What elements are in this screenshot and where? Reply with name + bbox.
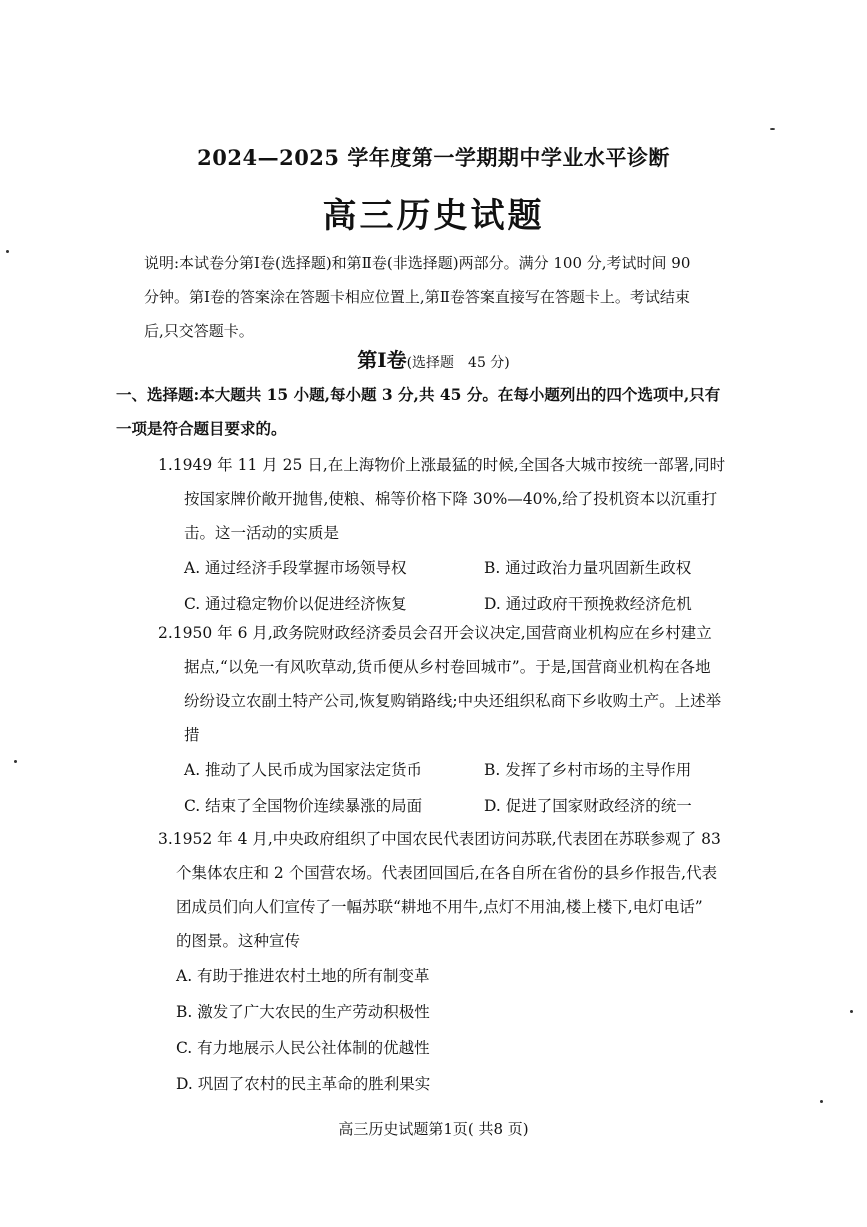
question-options xyxy=(158,752,808,824)
scan-speck xyxy=(14,760,17,763)
question-options xyxy=(158,958,808,1102)
instructions-line: 后,只交答题卡。 xyxy=(144,322,254,340)
instructions-line: 分钟。第Ⅰ卷的答案涂在答题卡相应位置上,第Ⅱ卷答案直接写在答题卡上。考试结束 xyxy=(144,288,690,306)
question-2 xyxy=(158,616,808,824)
question-stem-line: 2.1950 年 6 月,政务院财政经济委员会召开会议决定,国营商业机构应在乡村建立 xyxy=(158,624,712,642)
option-c: C. 结束了全国物价连续暴涨的局面 xyxy=(184,797,423,815)
scan-speck xyxy=(820,1100,823,1103)
part-instructions-line: 一项是符合题目要求的。 xyxy=(116,419,287,438)
option-a: A. 有助于推进农村土地的所有制变革 xyxy=(176,967,430,985)
question-1 xyxy=(158,448,808,622)
option-d: D. 通过政府干预挽救经济危机 xyxy=(484,595,692,613)
page-title: 高三历史试题 xyxy=(322,196,545,236)
page-footer: 高三历史试题第1页( 共8 页) xyxy=(338,1120,529,1138)
question-stem-line: 纷纷设立农副土特产公司,恢复购销路线;中央还组织私商下乡收购土产。上述举 xyxy=(184,692,722,710)
question-3 xyxy=(158,822,808,1102)
option-a: A. 推动了人民币成为国家法定货币 xyxy=(184,761,423,779)
option-d: D. 巩固了农村的民主革命的胜利果实 xyxy=(176,1075,431,1093)
question-stem-line: 击。这一活动的实质是 xyxy=(184,524,340,542)
option-b: B. 通过政治力量巩固新生政权 xyxy=(484,559,692,577)
question-stem-line: 个集体农庄和 2 个国营农场。代表团回国后,在各自所在省份的县乡作报告,代表 xyxy=(176,864,718,882)
option-c: C. 通过稳定物价以促进经济恢复 xyxy=(184,595,407,613)
option-c: C. 有力地展示人民公社体制的优越性 xyxy=(176,1039,430,1057)
question-stem-line: 1.1949 年 11 月 25 日,在上海物价上涨最猛的时候,全国各大城市按统一部署,同时 xyxy=(158,456,726,474)
option-b: B. 发挥了乡村市场的主导作用 xyxy=(484,761,692,779)
question-stem-line: 团成员们向人们宣传了一幅苏联“耕地不用牛,点灯不用油,楼上楼下,电灯电话” xyxy=(176,898,703,916)
part-instructions xyxy=(116,378,806,446)
section-title: 第Ⅰ卷 xyxy=(357,348,407,372)
question-options xyxy=(158,550,808,622)
option-b: B. 激发了广大农民的生产劳动积极性 xyxy=(176,1003,430,1021)
question-stem-line: 按国家牌价敞开抛售,使粮、棉等价格下降 30%—40%,给了投机资本以沉重打 xyxy=(184,490,718,508)
instructions-line: 说明:本试卷分第Ⅰ卷(选择题)和第Ⅱ卷(非选择题)两部分。满分 100 分,考试时间 90 xyxy=(144,254,691,272)
section-heading xyxy=(0,344,867,373)
question-stem-line: 3.1952 年 4 月,中央政府组织了中国农民代表团访问苏联,代表团在苏联参观了 83 xyxy=(158,830,721,848)
question-stem-line: 措 xyxy=(184,726,200,744)
question-stem xyxy=(158,448,808,550)
option-a: A. 通过经济手段掌握市场领导权 xyxy=(184,559,407,577)
exam-name: 2024—2025 学年度第一学期期中学业水平诊断 xyxy=(197,145,670,170)
scan-speck xyxy=(770,128,775,130)
instructions xyxy=(144,246,804,348)
scan-speck xyxy=(6,250,9,253)
option-d: D. 促进了国家财政经济的统一 xyxy=(484,797,692,815)
question-stem xyxy=(158,616,808,752)
part-instructions-line: 一、选择题:本大题共 15 小题,每小题 3 分,共 45 分。在每小题列出的四个选项中,只有 xyxy=(116,385,721,404)
section-subtitle: (选择题 45 分) xyxy=(406,355,510,371)
question-stem xyxy=(158,822,808,958)
question-stem-line: 的图景。这种宣传 xyxy=(176,932,301,950)
question-stem-line: 据点,“以免一有风吹草动,货币便从乡村卷回城市”。于是,国营商业机构在各地 xyxy=(184,658,711,676)
scan-speck xyxy=(850,1010,853,1013)
